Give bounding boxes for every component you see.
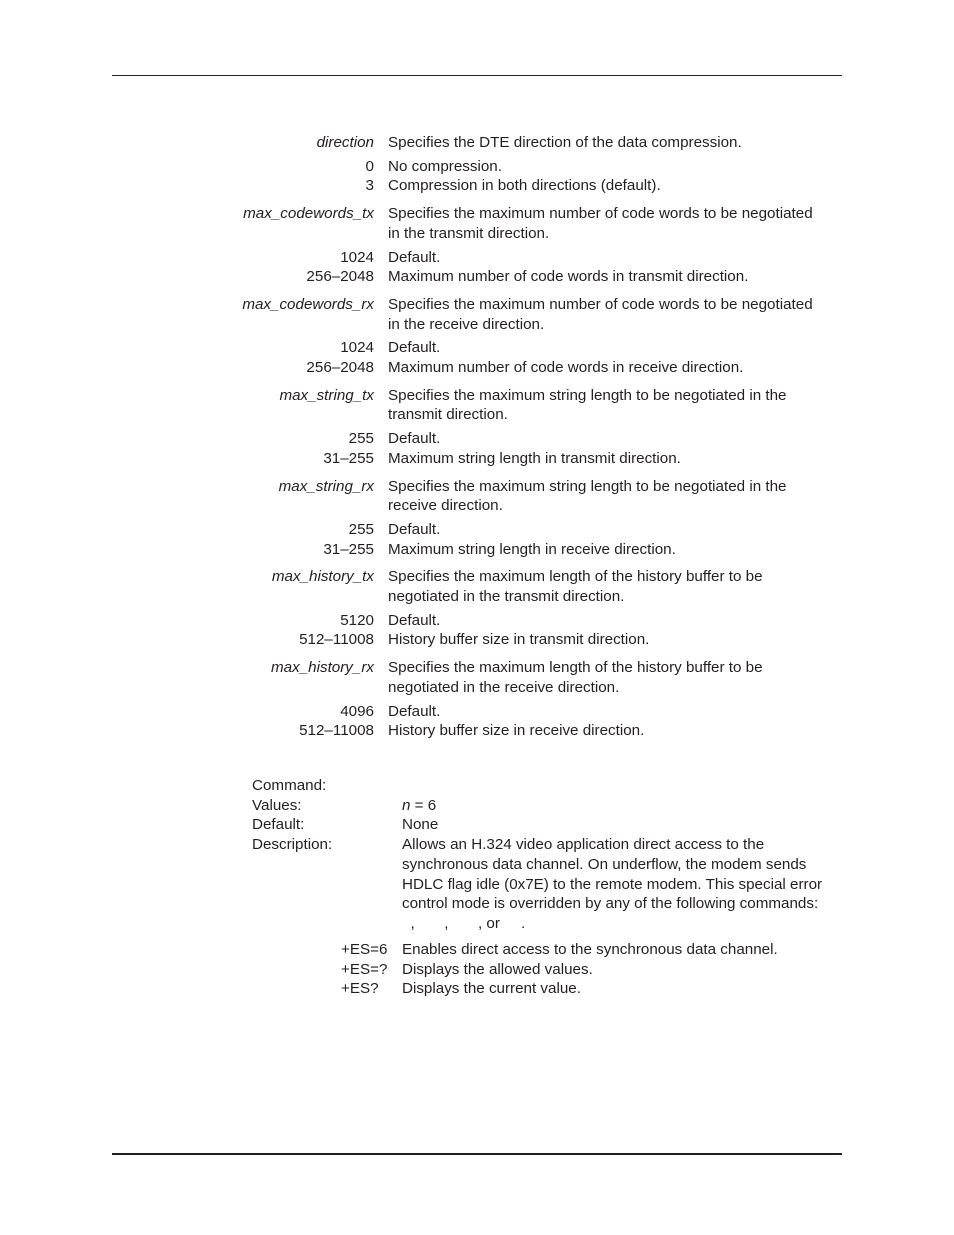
parameter-description: Specifies the maximum number of code words to be negotiated in the transmit direction.	[388, 205, 813, 242]
value-key: 255	[348, 520, 374, 538]
footer-rule	[112, 1153, 842, 1155]
parameter-list	[0, 133, 954, 749]
value-text: Default.	[388, 611, 441, 629]
values-variable: n	[402, 796, 411, 814]
value-key: 31–255	[323, 449, 374, 467]
value-text: History buffer size in transmit direction.	[388, 631, 650, 649]
value-key: 256–2048	[306, 268, 374, 286]
value-key: 1024	[340, 248, 374, 266]
parameter-name: max_string_rx	[278, 477, 374, 495]
es-command-text: Enables direct access to the synchronous data channel.	[402, 941, 778, 958]
value-key: 31–255	[323, 540, 374, 558]
value-text: Default.	[388, 520, 441, 538]
parameter-name: max_codewords_rx	[242, 295, 374, 313]
description-label: Description:	[252, 836, 333, 854]
parameter-block	[0, 133, 954, 196]
value-text: Default.	[388, 702, 441, 720]
parameter-block	[0, 386, 954, 469]
header-rule	[112, 75, 842, 76]
es-command-list	[0, 940, 954, 999]
parameter-block	[0, 295, 954, 378]
value-key: 1024	[340, 339, 374, 357]
parameter-name: max_string_tx	[279, 386, 374, 404]
command-value	[402, 776, 842, 796]
es-command-key: +ES?	[341, 980, 379, 998]
es-command-text: Displays the current value.	[402, 980, 581, 998]
parameter-description: Specifies the maximum string length to be negotiated in the transmit direction.	[388, 386, 787, 424]
value-key: 256–2048	[306, 359, 374, 377]
values-value	[402, 796, 842, 816]
parameter-block	[0, 658, 954, 741]
value-text: Default.	[388, 339, 441, 357]
value-text: Default.	[388, 430, 441, 448]
value-key: 512–11008	[299, 722, 374, 740]
parameter-name: max_codewords_tx	[243, 205, 374, 223]
value-key: 5120	[340, 611, 374, 629]
es-command-text: Displays the allowed values.	[402, 960, 593, 978]
values-label: Values:	[252, 796, 302, 814]
command-label: Command:	[252, 777, 327, 794]
parameter-description: Specifies the maximum number of code words to be negotiated in the receive direction.	[388, 295, 813, 333]
description-tail: , , , or .	[402, 914, 526, 932]
value-text: Maximum string length in receive direction.	[388, 540, 676, 558]
parameter-name: max_history_rx	[271, 659, 374, 677]
default-value: None	[402, 816, 439, 834]
parameter-block	[0, 204, 954, 287]
values-text: = 6	[410, 796, 437, 814]
value-text: Maximum string length in transmit direction.	[388, 449, 681, 467]
parameter-description: Specifies the maximum length of the history buffer to be negotiated in the transmit direction.	[388, 568, 763, 606]
parameter-block	[0, 477, 954, 560]
description-text: Allows an H.324 video application direct access to the synchronous data channel. On underflow, the modem sends HDLC flag idle (0x7E) to the remote modem. This special error control mode is overridden by any of the following commands:	[402, 836, 823, 913]
value-key: 0	[365, 157, 374, 175]
parameter-description: Specifies the maximum length of the history buffer to be negotiated in the receive direction.	[388, 659, 763, 696]
value-key: 512–11008	[299, 631, 374, 649]
parameter-name: direction	[316, 134, 374, 151]
value-text: Maximum number of code words in transmit direction.	[388, 268, 749, 286]
parameter-description: Specifies the DTE direction of the data compression.	[388, 134, 742, 151]
parameter-block	[0, 567, 954, 650]
command-summary	[0, 776, 954, 934]
parameter-name: max_history_tx	[271, 568, 374, 586]
value-text: History buffer size in receive direction.	[388, 722, 645, 740]
value-key: 255	[348, 430, 374, 448]
value-key: 4096	[340, 702, 374, 720]
value-text: No compression.	[388, 157, 502, 175]
es-command-key: +ES=6	[341, 941, 388, 958]
description-value	[402, 835, 842, 934]
value-key: 3	[365, 177, 374, 195]
es-command-key: +ES=?	[341, 960, 388, 978]
value-text: Compression in both directions (default).	[388, 177, 661, 195]
value-text: Maximum number of code words in receive direction.	[388, 359, 744, 377]
value-text: Default.	[388, 248, 441, 266]
parameter-description: Specifies the maximum string length to be negotiated in the receive direction.	[388, 477, 787, 515]
default-label: Default:	[252, 816, 305, 834]
